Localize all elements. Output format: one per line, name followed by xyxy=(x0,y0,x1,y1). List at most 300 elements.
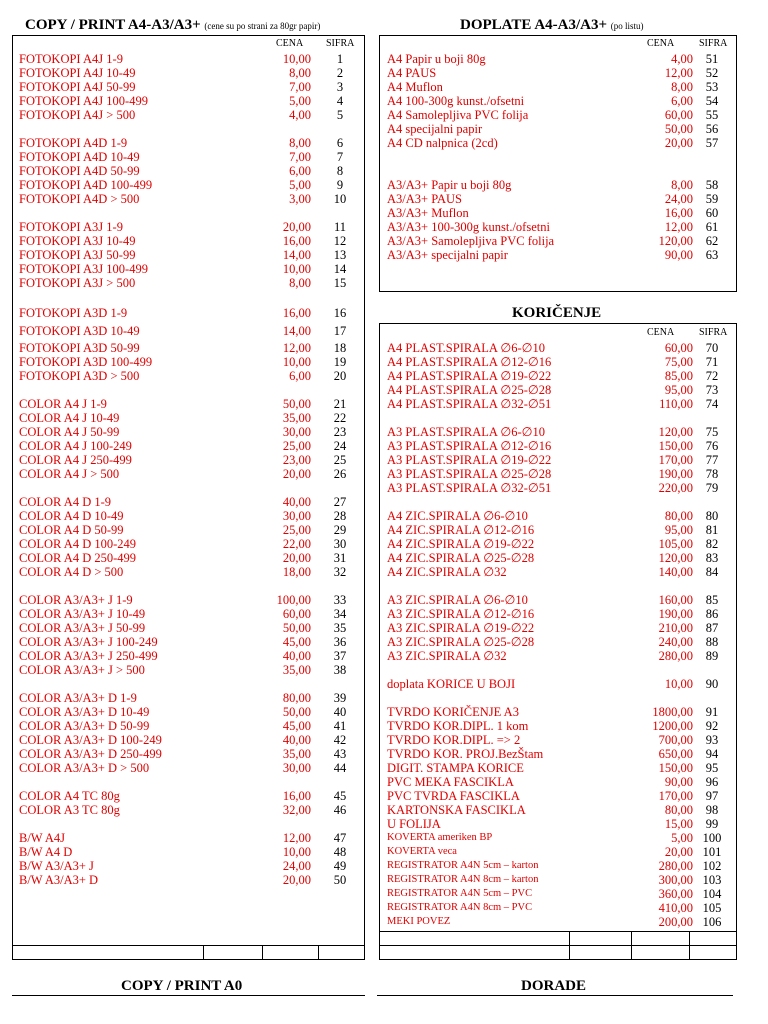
item-price: 6,00 xyxy=(289,164,311,178)
right-grid-line xyxy=(379,945,737,946)
item-code: 82 xyxy=(705,537,719,551)
table-row xyxy=(387,523,732,537)
item-price: 50,00 xyxy=(282,621,311,635)
item-code: 13 xyxy=(333,248,347,262)
item-code: 25 xyxy=(333,453,347,467)
item-code: 53 xyxy=(705,80,719,94)
table-row xyxy=(387,94,732,108)
item-code: 74 xyxy=(705,397,719,411)
item-label: COLOR A4 J 1-9 xyxy=(19,397,107,411)
copy-print-a0-title: COPY / PRINT A0 xyxy=(121,978,243,994)
item-code: 17 xyxy=(333,324,347,338)
table-row xyxy=(19,873,359,887)
item-code: 100 xyxy=(702,831,722,845)
item-label: REGISTRATOR A4N 8cm – PVC xyxy=(387,902,533,913)
item-price: 170,00 xyxy=(658,453,693,467)
left-grid-divider xyxy=(262,945,263,960)
item-code: 89 xyxy=(705,649,719,663)
table-row xyxy=(387,206,732,220)
table-row xyxy=(19,845,359,859)
table-row xyxy=(19,220,359,234)
item-code: 86 xyxy=(705,607,719,621)
item-label: REGISTRATOR A4N 8cm – karton xyxy=(387,874,539,885)
item-price: 190,00 xyxy=(658,467,693,481)
table-row xyxy=(19,467,359,481)
item-label: FOTOKOPI A4D > 500 xyxy=(19,192,140,206)
item-code: 11 xyxy=(333,220,347,234)
item-price: 35,00 xyxy=(282,663,311,677)
copy-print-subtitle: (cene su po strani za 80gr papir) xyxy=(204,21,321,31)
item-label: A4 specijalni papir xyxy=(387,122,483,136)
item-price: 25,00 xyxy=(282,523,311,537)
table-row xyxy=(19,439,359,453)
item-code: 62 xyxy=(705,234,719,248)
item-label: COLOR A4 J 100-249 xyxy=(19,439,132,453)
item-code: 44 xyxy=(333,761,347,775)
table-row xyxy=(387,66,732,80)
item-price: 12,00 xyxy=(282,341,311,355)
item-code: 90 xyxy=(705,677,719,691)
item-label: FOTOKOPI A3J > 500 xyxy=(19,276,136,290)
item-label: A3/A3+ PAUS xyxy=(387,192,463,206)
item-label: COLOR A3/A3+ J 50-99 xyxy=(19,621,146,635)
table-row xyxy=(19,136,359,150)
item-price: 7,00 xyxy=(289,150,311,164)
item-price: 85,00 xyxy=(664,369,693,383)
item-label: COLOR A4 D 50-99 xyxy=(19,523,124,537)
item-code: 77 xyxy=(705,453,719,467)
item-code: 46 xyxy=(333,803,347,817)
item-label: DIGIT. STAMPA KORICE xyxy=(387,761,524,775)
item-label: B/W A4 D xyxy=(19,845,73,859)
item-code: 27 xyxy=(333,495,347,509)
table-row xyxy=(19,306,359,320)
koricenje-price-header: CENA xyxy=(647,327,675,338)
table-row xyxy=(387,873,732,887)
table-row xyxy=(387,397,732,411)
item-price: 12,00 xyxy=(282,831,311,845)
item-price: 45,00 xyxy=(282,635,311,649)
item-label: TVRDO KOR.DIPL. => 2 xyxy=(387,733,521,747)
item-label: A4 ZIC.SPIRALA ∅32 xyxy=(387,565,507,579)
table-row xyxy=(19,178,359,192)
item-price: 14,00 xyxy=(282,248,311,262)
table-row xyxy=(19,150,359,164)
item-label: A3/A3+ Muflon xyxy=(387,206,469,220)
item-price: 8,00 xyxy=(289,276,311,290)
item-label: FOTOKOPI A3D 50-99 xyxy=(19,341,140,355)
table-row xyxy=(387,467,732,481)
item-price: 190,00 xyxy=(658,607,693,621)
table-row xyxy=(387,369,732,383)
item-code: 83 xyxy=(705,551,719,565)
item-price: 4,00 xyxy=(671,52,693,66)
item-label: A4 PLAST.SPIRALA ∅25-∅28 xyxy=(387,383,552,397)
item-price: 170,00 xyxy=(658,789,693,803)
item-code: 10 xyxy=(333,192,347,206)
table-row xyxy=(387,248,732,262)
item-label: A4 ZIC.SPIRALA ∅19-∅22 xyxy=(387,537,535,551)
item-code: 70 xyxy=(705,341,719,355)
item-code: 28 xyxy=(333,509,347,523)
item-label: B/W A3/A3+ D xyxy=(19,873,99,887)
item-label: U FOLIJA xyxy=(387,817,441,831)
item-code: 61 xyxy=(705,220,719,234)
item-price: 10,00 xyxy=(282,52,311,66)
item-code: 58 xyxy=(705,178,719,192)
item-label: COLOR A4 J 250-499 xyxy=(19,453,132,467)
item-price: 24,00 xyxy=(282,859,311,873)
item-price: 80,00 xyxy=(664,509,693,523)
table-row xyxy=(19,733,359,747)
item-price: 20,00 xyxy=(664,845,693,859)
item-price: 14,00 xyxy=(282,324,311,338)
item-label: COLOR A4 D 100-249 xyxy=(19,537,137,551)
item-label: COLOR A3/A3+ J 1-9 xyxy=(19,593,133,607)
item-label: COLOR A4 J 10-49 xyxy=(19,411,120,425)
item-code: 88 xyxy=(705,635,719,649)
table-row xyxy=(19,705,359,719)
table-row xyxy=(387,509,732,523)
item-price: 22,00 xyxy=(282,537,311,551)
item-label: A3/A3+ specijalni papir xyxy=(387,248,508,262)
item-label: COLOR A4 D 1-9 xyxy=(19,495,112,509)
item-code: 45 xyxy=(333,789,347,803)
left-grid-line xyxy=(12,945,365,946)
item-price: 95,00 xyxy=(664,383,693,397)
table-row xyxy=(19,234,359,248)
item-code: 22 xyxy=(333,411,347,425)
item-code: 76 xyxy=(705,439,719,453)
item-code: 35 xyxy=(333,621,347,635)
item-code: 2 xyxy=(336,66,344,80)
item-label: KARTONSKA FASCIKLA xyxy=(387,803,526,817)
item-label: A4 PLAST.SPIRALA ∅12-∅16 xyxy=(387,355,552,369)
item-label: REGISTRATOR A4N 5cm – PVC xyxy=(387,888,533,899)
item-price: 240,00 xyxy=(658,635,693,649)
item-code: 41 xyxy=(333,719,347,733)
item-price: 700,00 xyxy=(658,733,693,747)
item-code: 105 xyxy=(702,901,722,915)
table-row xyxy=(19,691,359,705)
right-grid-divider xyxy=(569,931,570,960)
item-label: A4 PLAST.SPIRALA ∅6-∅10 xyxy=(387,341,546,355)
table-row xyxy=(387,901,732,915)
item-code: 31 xyxy=(333,551,347,565)
item-price: 25,00 xyxy=(282,439,311,453)
table-row xyxy=(387,887,732,901)
item-code: 18 xyxy=(333,341,347,355)
item-code: 71 xyxy=(705,355,719,369)
item-code: 51 xyxy=(705,52,719,66)
item-code: 38 xyxy=(333,663,347,677)
item-code: 16 xyxy=(333,306,347,320)
doplate-code-header: SIFRA xyxy=(699,38,728,49)
item-price: 220,00 xyxy=(658,481,693,495)
item-code: 94 xyxy=(705,747,719,761)
item-label: FOTOKOPI A4D 50-99 xyxy=(19,164,140,178)
table-row xyxy=(387,803,732,817)
item-label: A3 ZIC.SPIRALA ∅12-∅16 xyxy=(387,607,535,621)
item-label: FOTOKOPI A3D 10-49 xyxy=(19,324,140,338)
item-label: KOVERTA veca xyxy=(387,846,457,857)
table-row xyxy=(19,425,359,439)
table-row xyxy=(19,411,359,425)
item-price: 160,00 xyxy=(658,593,693,607)
item-label: COLOR A4 D > 500 xyxy=(19,565,124,579)
table-row xyxy=(387,607,732,621)
table-row xyxy=(19,192,359,206)
item-label: MEKI POVEZ xyxy=(387,916,451,927)
item-label: A4 ZIC.SPIRALA ∅12-∅16 xyxy=(387,523,535,537)
table-row xyxy=(19,355,359,369)
item-label: A3 PLAST.SPIRALA ∅32-∅51 xyxy=(387,481,552,495)
table-row xyxy=(387,551,732,565)
item-label: A3 PLAST.SPIRALA ∅19-∅22 xyxy=(387,453,552,467)
item-price: 300,00 xyxy=(658,873,693,887)
item-price: 15,00 xyxy=(664,817,693,831)
item-code: 8 xyxy=(336,164,344,178)
item-code: 26 xyxy=(333,467,347,481)
item-code: 63 xyxy=(705,248,719,262)
table-row xyxy=(387,537,732,551)
item-price: 120,00 xyxy=(658,425,693,439)
item-label: FOTOKOPI A4J 1-9 xyxy=(19,52,123,66)
table-row xyxy=(387,621,732,635)
item-code: 103 xyxy=(702,873,722,887)
item-label: A3 PLAST.SPIRALA ∅12-∅16 xyxy=(387,439,552,453)
item-price: 16,00 xyxy=(282,306,311,320)
item-price: 210,00 xyxy=(658,621,693,635)
table-row xyxy=(19,341,359,355)
table-row xyxy=(387,761,732,775)
table-row xyxy=(19,108,359,122)
item-label: A4 Samolepljiva PVC folija xyxy=(387,108,529,122)
table-row xyxy=(387,439,732,453)
copy-print-title xyxy=(25,17,320,34)
table-row xyxy=(387,733,732,747)
item-price: 12,00 xyxy=(664,220,693,234)
item-price: 80,00 xyxy=(664,803,693,817)
item-label: COLOR A3/A3+ D 50-99 xyxy=(19,719,150,733)
item-price: 150,00 xyxy=(658,761,693,775)
item-price: 40,00 xyxy=(282,495,311,509)
table-row xyxy=(19,248,359,262)
item-code: 23 xyxy=(333,425,347,439)
item-price: 40,00 xyxy=(282,649,311,663)
table-row xyxy=(387,192,732,206)
item-price: 20,00 xyxy=(282,551,311,565)
table-row xyxy=(19,565,359,579)
item-label: FOTOKOPI A3D > 500 xyxy=(19,369,140,383)
item-code: 52 xyxy=(705,66,719,80)
item-code: 42 xyxy=(333,733,347,747)
item-label: FOTOKOPI A4D 1-9 xyxy=(19,136,128,150)
item-label: FOTOKOPI A4D 10-49 xyxy=(19,150,140,164)
item-label: FOTOKOPI A4J 50-99 xyxy=(19,80,136,94)
item-code: 106 xyxy=(702,915,722,929)
item-price: 1200,00 xyxy=(652,719,693,733)
item-label: COLOR A3/A3+ J 250-499 xyxy=(19,649,158,663)
item-price: 12,00 xyxy=(664,66,693,80)
item-code: 30 xyxy=(333,537,347,551)
table-row xyxy=(387,234,732,248)
table-row xyxy=(387,705,732,719)
item-code: 91 xyxy=(705,705,719,719)
item-price: 6,00 xyxy=(289,369,311,383)
item-code: 98 xyxy=(705,803,719,817)
table-row xyxy=(19,761,359,775)
item-code: 37 xyxy=(333,649,347,663)
item-code: 43 xyxy=(333,747,347,761)
table-row xyxy=(387,122,732,136)
item-label: COLOR A3/A3+ D > 500 xyxy=(19,761,150,775)
item-price: 1800,00 xyxy=(652,705,693,719)
item-label: COLOR A3/A3+ J > 500 xyxy=(19,663,145,677)
table-row xyxy=(19,397,359,411)
item-code: 57 xyxy=(705,136,719,150)
right-grid-divider xyxy=(631,931,632,960)
item-price: 280,00 xyxy=(658,649,693,663)
item-label: TVRDO KOR.DIPL. 1 kom xyxy=(387,719,529,733)
item-code: 87 xyxy=(705,621,719,635)
left-grid-divider xyxy=(318,945,319,960)
item-price: 75,00 xyxy=(664,355,693,369)
table-row xyxy=(387,747,732,761)
table-row xyxy=(387,593,732,607)
item-code: 101 xyxy=(702,845,722,859)
item-label: A4 Papir u boji 80g xyxy=(387,52,486,66)
table-row xyxy=(19,663,359,677)
item-code: 14 xyxy=(333,262,347,276)
copy-print-a0-rule xyxy=(12,995,365,996)
item-label: FOTOKOPI A3D 100-499 xyxy=(19,355,153,369)
item-code: 33 xyxy=(333,593,347,607)
item-code: 36 xyxy=(333,635,347,649)
dorade-title: DORADE xyxy=(521,978,587,994)
item-price: 30,00 xyxy=(282,509,311,523)
item-label: doplata KORICE U BOJI xyxy=(387,677,516,691)
item-code: 96 xyxy=(705,775,719,789)
item-code: 47 xyxy=(333,831,347,845)
table-row xyxy=(19,803,359,817)
table-row xyxy=(387,425,732,439)
item-label: A4 PAUS xyxy=(387,66,437,80)
copy-print-title-text: COPY / PRINT A4-A3/A3+ xyxy=(25,17,201,33)
item-code: 72 xyxy=(705,369,719,383)
item-price: 7,00 xyxy=(289,80,311,94)
table-row xyxy=(387,775,732,789)
item-price: 23,00 xyxy=(282,453,311,467)
item-label: FOTOKOPI A4J 10-49 xyxy=(19,66,136,80)
item-label: FOTOKOPI A4J 100-499 xyxy=(19,94,148,108)
item-price: 32,00 xyxy=(282,803,311,817)
table-row xyxy=(19,94,359,108)
item-label: COLOR A3/A3+ J 100-249 xyxy=(19,635,158,649)
table-row xyxy=(387,80,732,94)
table-row xyxy=(387,719,732,733)
table-row xyxy=(19,52,359,66)
item-price: 30,00 xyxy=(282,425,311,439)
item-code: 48 xyxy=(333,845,347,859)
item-price: 8,00 xyxy=(671,178,693,192)
item-code: 99 xyxy=(705,817,719,831)
item-code: 24 xyxy=(333,439,347,453)
item-price: 120,00 xyxy=(658,234,693,248)
item-price: 110,00 xyxy=(659,397,693,411)
table-row xyxy=(387,635,732,649)
right-grid-line xyxy=(379,931,737,932)
item-price: 100,00 xyxy=(276,593,311,607)
item-code: 60 xyxy=(705,206,719,220)
item-label: A4 ZIC.SPIRALA ∅25-∅28 xyxy=(387,551,535,565)
item-code: 80 xyxy=(705,509,719,523)
table-row xyxy=(387,52,732,66)
item-price: 20,00 xyxy=(664,136,693,150)
item-code: 54 xyxy=(705,94,719,108)
koricenje-code-header: SIFRA xyxy=(699,327,728,338)
item-price: 6,00 xyxy=(671,94,693,108)
item-label: KOVERTA ameriken BP xyxy=(387,832,493,843)
item-price: 24,00 xyxy=(664,192,693,206)
item-label: FOTOKOPI A3J 100-499 xyxy=(19,262,148,276)
table-row xyxy=(19,649,359,663)
item-price: 200,00 xyxy=(658,915,693,929)
table-row xyxy=(387,859,732,873)
item-label: COLOR A4 D 250-499 xyxy=(19,551,137,565)
table-row xyxy=(19,859,359,873)
item-code: 21 xyxy=(333,397,347,411)
item-code: 78 xyxy=(705,467,719,481)
item-price: 20,00 xyxy=(282,220,311,234)
item-label: COLOR A4 D 10-49 xyxy=(19,509,124,523)
item-label: FOTOKOPI A4D 100-499 xyxy=(19,178,153,192)
table-row xyxy=(19,747,359,761)
item-price: 20,00 xyxy=(282,873,311,887)
item-code: 95 xyxy=(705,761,719,775)
item-code: 49 xyxy=(333,859,347,873)
item-label: B/W A3/A3+ J xyxy=(19,859,94,873)
item-code: 32 xyxy=(333,565,347,579)
item-label: A3 PLAST.SPIRALA ∅25-∅28 xyxy=(387,467,552,481)
item-price: 105,00 xyxy=(658,537,693,551)
item-price: 10,00 xyxy=(282,262,311,276)
table-row xyxy=(387,789,732,803)
item-code: 40 xyxy=(333,705,347,719)
item-price: 45,00 xyxy=(282,719,311,733)
item-price: 80,00 xyxy=(282,691,311,705)
item-price: 16,00 xyxy=(664,206,693,220)
table-row xyxy=(387,108,732,122)
table-row xyxy=(387,677,732,691)
table-row xyxy=(387,341,732,355)
item-code: 55 xyxy=(705,108,719,122)
right-grid-divider xyxy=(689,931,690,960)
item-label: COLOR A3/A3+ J 10-49 xyxy=(19,607,146,621)
item-code: 93 xyxy=(705,733,719,747)
item-label: A3 ZIC.SPIRALA ∅32 xyxy=(387,649,507,663)
item-label: FOTOKOPI A4J > 500 xyxy=(19,108,136,122)
item-label: A3/A3+ 100-300g kunst./ofsetni xyxy=(387,220,550,234)
item-code: 97 xyxy=(705,789,719,803)
left-grid-divider xyxy=(203,945,204,960)
item-label: COLOR A3/A3+ D 10-49 xyxy=(19,705,150,719)
item-price: 150,00 xyxy=(658,439,693,453)
table-row xyxy=(19,789,359,803)
item-price: 5,00 xyxy=(289,178,311,192)
item-code: 39 xyxy=(333,691,347,705)
item-label: A4 CD nalpnica (2cd) xyxy=(387,136,498,150)
